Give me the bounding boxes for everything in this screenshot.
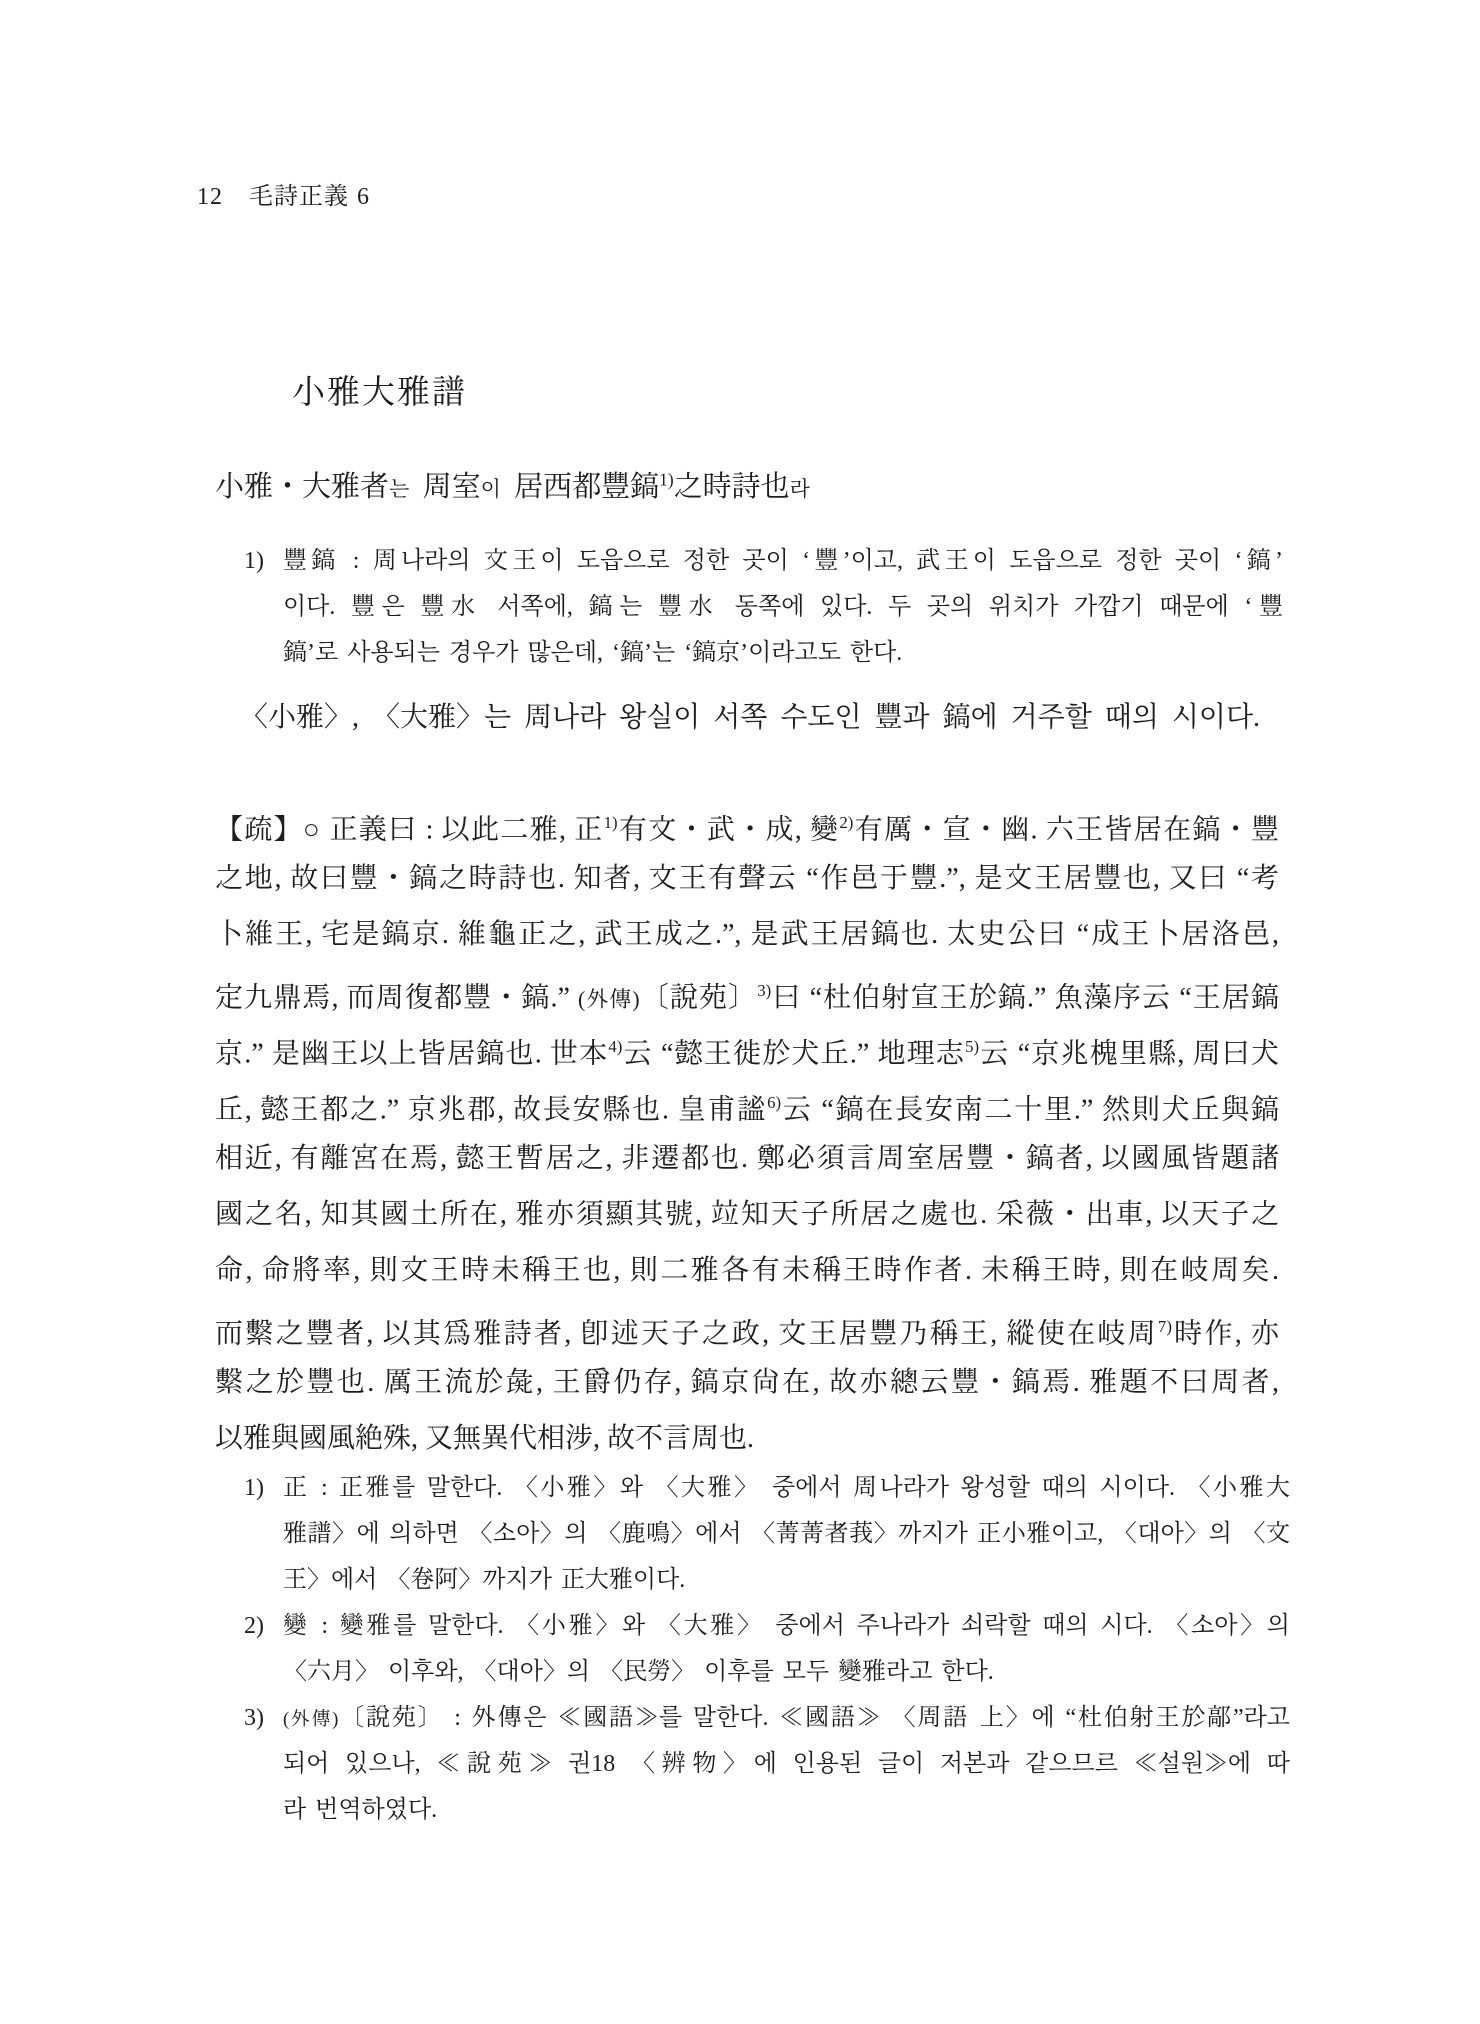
- footnote-text: 〔說苑〕 : 外傳은 ≪國語≫를 말한다. ≪國語≫ 〈周語 上〉에 “杜伯射王於鄗”라고: [338, 1705, 1290, 1731]
- running-title: 毛詩正義: [249, 184, 349, 210]
- commentary-line: [215, 1131, 1279, 1187]
- commentary-text: 有文・武・成, 變: [617, 814, 840, 846]
- commentary-text: 云 “懿王徙於犬丘.” 地理志: [622, 1038, 966, 1070]
- commentary-text: 相近, 有離宮在焉, 懿王暫居之, 非遷都也. 鄭必須言周室居豐・鎬者, 以國風皆題諸: [215, 1143, 1279, 1174]
- commentary-line: [215, 1019, 1279, 1075]
- footnote-text: 鎬’로 사용되는 경우가 많은데, ‘鎬’는 ‘鎬京’이라고도 한다.: [283, 640, 903, 666]
- footnote-ref: 2): [839, 813, 854, 832]
- footnote-text: 라 번역하였다.: [283, 1797, 438, 1823]
- original-text-line: [215, 464, 810, 505]
- footnote-text: 變 : 變雅를 말한다. 〈小雅〉와 〈大雅〉 중에서 주나라가 쇠락할 때의 시다. 〈소아〉의: [283, 1613, 1290, 1639]
- commentary-text: 命, 命將率, 則文王時未稱王也, 則二雅各有未稱王時作者. 未稱王時, 則在岐周矣.: [215, 1255, 1279, 1286]
- page-number: 12: [197, 184, 223, 210]
- commentary-text: 而繫之豐者, 以其爲雅詩者, 卽述天子之政, 文王居豐乃稱王, 縱使在岐周: [215, 1318, 1158, 1350]
- commentary-line: [215, 795, 1279, 851]
- commentary-line: [215, 1411, 1279, 1467]
- footnote-line: [244, 538, 1283, 584]
- commentary-text: 丘, 懿王都之.” 京兆郡, 故長安縣也. 皇甫謐: [215, 1094, 768, 1126]
- commentary-line: [215, 1075, 1279, 1131]
- translation-line: 〈小雅〉, 〈大雅〉는 周나라 왕실이 서쪽 수도인 豐과 鎬에 거주할 때의 시이다.: [240, 702, 1261, 733]
- commentary-text: 國之名, 知其國土所在, 雅亦須顯其號, 竝知天子所居之處也. 采薇・出車, 以天子之: [215, 1199, 1279, 1230]
- commentary-text: 【疏】○ 正義曰 : 以此二雅, 正: [215, 814, 604, 846]
- korean-reading-particle: 는: [389, 477, 410, 501]
- original-hanja: 之時詩也: [673, 471, 790, 503]
- commentary-line: [215, 1187, 1279, 1243]
- footnote-text: 豐鎬 : 周나라의 文王이 도읍으로 정한 곳이 ‘豐’이고, 武王이 도읍으로 정한 곳이 ‘鎬’: [283, 548, 1283, 574]
- footnote-line: [283, 630, 1283, 676]
- commentary-text: 有厲・宣・幽. 六王皆居在鎬・豐: [853, 814, 1279, 846]
- commentary-text: 定九鼎焉, 而周復都豐・鎬.”: [215, 982, 579, 1014]
- commentary-line: [215, 851, 1279, 907]
- footnote-text: 이다. 豐은 豐水 서쪽에, 鎬는 豐水 동쪽에 있다. 두 곳의 위치가 가깝기 때문에 ‘豐: [283, 594, 1283, 620]
- korean-reading-particle: 이: [480, 477, 501, 501]
- footnote-line: [283, 1557, 1290, 1603]
- footnote-ref: 3): [757, 981, 772, 1000]
- footnote-marker: 3): [244, 1705, 264, 1731]
- footnote-marker: 1): [244, 1475, 264, 1501]
- commentary-line: [215, 1243, 1279, 1299]
- section-title: 小雅大雅譜: [292, 375, 467, 411]
- inline-footnote-block: [244, 538, 1283, 676]
- commentary-line: [215, 963, 1279, 1019]
- footnote-ref: 7): [1157, 1317, 1172, 1336]
- footnotes-block: [244, 1465, 1290, 1833]
- commentary-text: 京.” 是幽王以上皆居鎬也. 世本: [215, 1038, 609, 1070]
- commentary-line: [215, 1299, 1279, 1355]
- source-note-original: (外傳): [578, 987, 640, 1012]
- commentary-text: 時作, 亦: [1171, 1318, 1279, 1350]
- commentary-text: 繫之於豐也. 厲王流於彘, 王爵仍存, 鎬京尙在, 故亦總云豐・鎬焉. 雅題不曰周者,: [215, 1367, 1279, 1398]
- volume-number: 6: [357, 184, 370, 210]
- footnote-ref: 1): [603, 813, 618, 832]
- original-hanja: 小雅・大雅者: [215, 471, 390, 503]
- footnote-text: 王〉에서 〈卷阿〉까지가 正大雅이다.: [283, 1567, 686, 1593]
- commentary-line: [215, 1355, 1279, 1411]
- page-header: [197, 176, 370, 211]
- footnote-line: [244, 1465, 1290, 1511]
- commentary-text: 以雅與國風絶殊, 又無異代相涉, 故不言周也.: [215, 1423, 755, 1454]
- footnote-line: [283, 584, 1283, 630]
- footnote-text: 되어 있으나, ≪說苑≫ 권18 〈辨物〉에 인용된 글이 저본과 같으므르 ≪설원≫에 따: [283, 1751, 1290, 1777]
- footnote-line: [283, 1649, 1290, 1695]
- commentary-text: 云 “鎬在長安南二十里.” 然則犬丘與鎬: [781, 1094, 1279, 1126]
- footnote-ref: 6): [767, 1093, 782, 1112]
- source-note-original: (外傳): [283, 1709, 339, 1730]
- original-hanja: 居西都豐鎬: [500, 471, 660, 503]
- footnote-text: 正 : 正雅를 말한다. 〈小雅〉와 〈大雅〉 중에서 周나라가 왕성할 때의 시이다. 〈小雅大: [283, 1475, 1290, 1501]
- commentary-block: [215, 795, 1279, 1467]
- footnote-text: 雅譜〉에 의하면 〈소아〉의 〈鹿鳴〉에서 〈菁菁者莪〉까지가 正小雅이고, 〈대아〉의 〈文: [283, 1521, 1290, 1547]
- korean-reading-particle: 라: [789, 477, 810, 501]
- footnote-line: [244, 1695, 1290, 1741]
- footnote-marker: 1): [244, 548, 264, 574]
- footnote-line: [244, 1603, 1290, 1649]
- footnote-ref: 5): [965, 1037, 980, 1056]
- footnote-ref: 4): [608, 1037, 623, 1056]
- footnote-line: [283, 1741, 1290, 1787]
- commentary-text: 曰 “杜伯射宣王於鎬.” 魚藻序云 “王居鎬: [771, 982, 1279, 1014]
- commentary-text: 卜維王, 宅是鎬京. 維龜正之, 武王成之.”, 是武王居鎬也. 太史公曰 “成王卜居洛邑,: [215, 919, 1279, 950]
- source-note-corrected: 〔說苑〕: [639, 982, 758, 1014]
- commentary-text: 之地, 故曰豐・鎬之時詩也. 知者, 文王有聲云 “作邑于豐.”, 是文王居豐也, 又曰 “考: [215, 863, 1279, 894]
- commentary-text: 云 “京兆槐里縣, 周曰犬: [979, 1038, 1279, 1070]
- footnote-text: 〈六月〉 이후와, 〈대아〉의 〈民勞〉 이후를 모두 變雅라고 한다.: [283, 1659, 994, 1685]
- original-hanja: 周室: [409, 471, 481, 503]
- commentary-line: [215, 907, 1279, 963]
- footnote-line: [283, 1787, 1290, 1833]
- footnote-line: [283, 1511, 1290, 1557]
- footnote-ref: 1): [659, 469, 674, 490]
- footnote-marker: 2): [244, 1613, 264, 1639]
